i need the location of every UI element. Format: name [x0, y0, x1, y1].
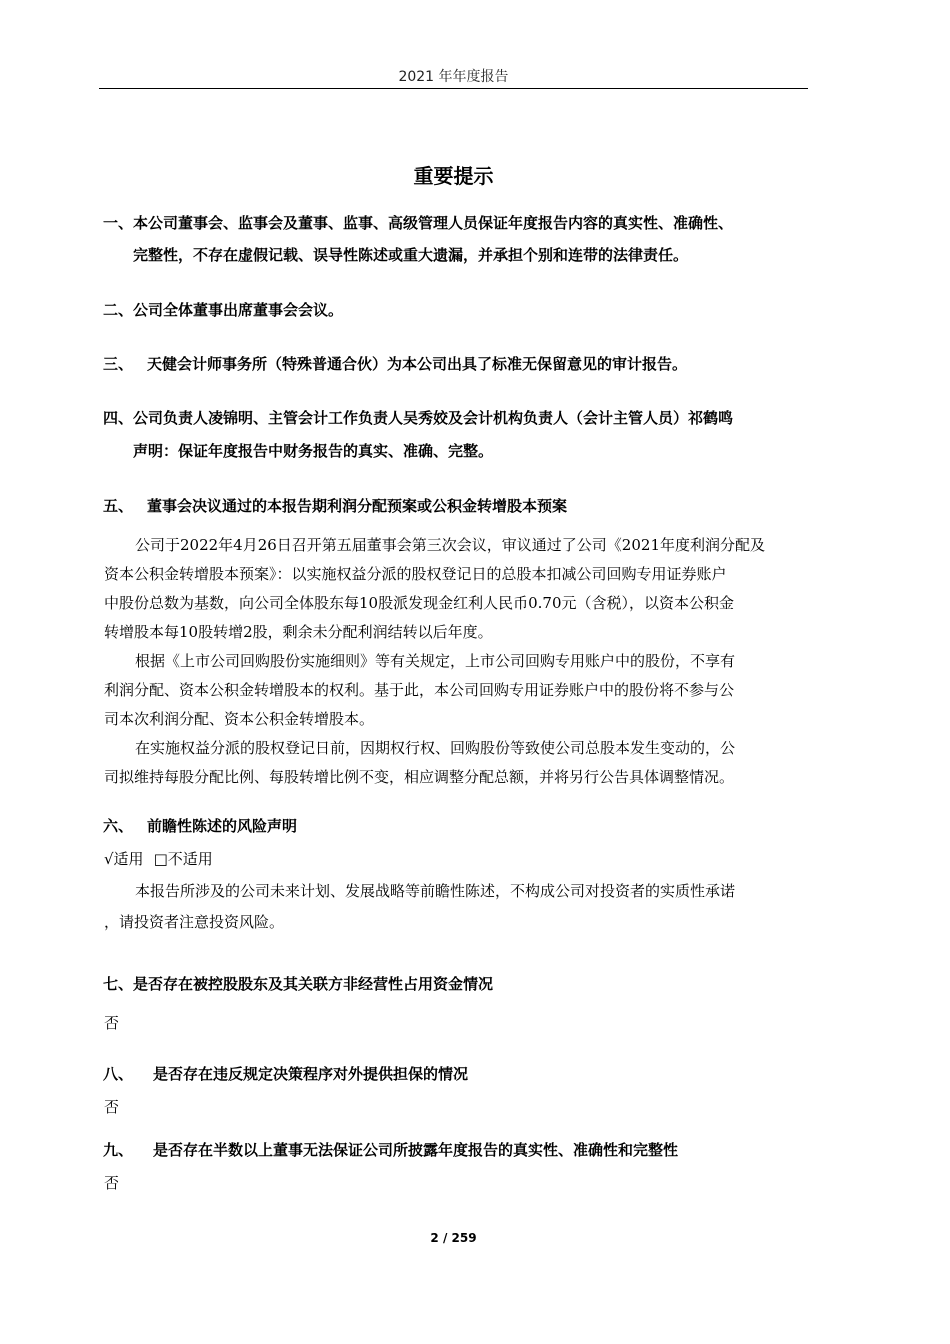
- section-1-text-1: 本公司董事会、监事会及董事、监事、高级管理人员保证年度报告内容的真实性、准确性、: [133, 214, 734, 232]
- section-3-text: 天健会计师事务所（特殊普通合伙）为本公司出具了标准无保留意见的审计报告。: [147, 355, 688, 373]
- section-1-number: 一、: [103, 214, 134, 232]
- not-applicable-option: □不适用: [153, 850, 213, 868]
- section-9-heading-text: 是否存在半数以上董事无法保证公司所披露年度报告的真实性、准确性和完整性: [153, 1141, 679, 1159]
- page-title: 重要提示: [413, 164, 494, 188]
- section-3: [103, 353, 687, 374]
- section-6-para-line-1: 本报告所涉及的公司未来计划、发展战略等前瞻性陈述，不构成公司对投资者的实质性承诺: [135, 882, 736, 900]
- section-8-heading: [103, 1063, 468, 1084]
- section-5-para-2-line-2: 利润分配、资本公积金转增股本的权利。基于此，本公司回购专用证券账户中的股份将不参与公: [104, 681, 735, 699]
- section-5-para-2-line-1: 根据《上市公司回购股份实施细则》等有关规定，上市公司回购专用账户中的股份，不享有: [135, 652, 736, 670]
- section-8-number: 八、: [103, 1065, 134, 1083]
- section-2: [103, 299, 343, 320]
- section-7-number: 七、: [103, 975, 134, 993]
- section-5-para-3-line-1: 在实施权益分派的股权登记日前，因期权行权、回购股份等致使公司总股本发生变动的，公: [135, 739, 736, 757]
- section-6-number: 六、: [103, 817, 134, 835]
- section-1-line-2: 完整性，不存在虚假记载、误导性陈述或重大遗漏，并承担个别和连带的法律责任。: [133, 246, 689, 264]
- section-7-heading: [103, 973, 493, 994]
- section-9-number: 九、: [103, 1141, 134, 1159]
- section-5-number: 五、: [103, 497, 134, 515]
- section-2-number: 二、: [103, 301, 134, 319]
- section-7-heading-text: 是否存在被控股股东及其关联方非经营性占用资金情况: [133, 975, 494, 993]
- section-4-number: 四、: [103, 409, 134, 427]
- section-5-para-1-line-1: 公司于2022年4月26日召开第五届董事会第三次会议，审议通过了公司《2021年度利润分配及: [135, 536, 765, 554]
- section-5-para-3-line-2: 司拟维持每股分配比例、每股转增比例不变，相应调整分配总额，并将另行公告具体调整情况。: [104, 768, 735, 786]
- section-2-text: 公司全体董事出席董事会会议。: [133, 301, 344, 319]
- section-7-answer: 否: [104, 1014, 120, 1032]
- section-5-para-1-line-2: 资本公积金转增股本预案》：以实施权益分派的股权登记日的总股本扣减公司回购专用证券账户: [104, 565, 727, 583]
- section-4-line-2: 声明：保证年度报告中财务报告的真实、准确、完整。: [133, 442, 494, 460]
- section-6-heading-text: 前瞻性陈述的风险声明: [147, 817, 298, 835]
- section-9-heading: [103, 1139, 678, 1160]
- page-number: 2 / 259: [430, 1231, 477, 1245]
- section-9-answer: 否: [104, 1174, 120, 1192]
- header-divider: [99, 88, 808, 89]
- applicability-options: [104, 848, 213, 869]
- section-8-heading-text: 是否存在违反规定决策程序对外提供担保的情况: [153, 1065, 469, 1083]
- section-5-para-2-line-3: 司本次利润分配、资本公积金转增股本。: [104, 710, 375, 728]
- section-5-para-1-line-4: 转增股本每10股转增2股，剩余未分配利润结转以后年度。: [104, 623, 493, 641]
- section-6-para-line-2: ，请投资者注意投资风险。: [104, 913, 285, 931]
- section-5-heading-text: 董事会决议通过的本报告期利润分配预案或公积金转增股本预案: [147, 497, 568, 515]
- section-8-answer: 否: [104, 1098, 120, 1116]
- page-header: 2021 年年度报告: [398, 69, 509, 85]
- section-3-number: 三、: [103, 355, 134, 373]
- section-4-text-1: 公司负责人凌锦明、主管会计工作负责人吴秀姣及会计机构负责人（会计主管人员）祁鹤鸣: [133, 409, 734, 427]
- section-4-line-1: [103, 407, 733, 428]
- applicable-option: √适用: [104, 850, 144, 868]
- section-6-heading: [103, 815, 297, 836]
- section-5-heading: [103, 495, 567, 516]
- section-1-line-1: [103, 212, 733, 233]
- section-5-para-1-line-3: 中股份总数为基数，向公司全体股东每10股派发现金红利人民币0.70元（含税），以资本公积金: [104, 594, 734, 612]
